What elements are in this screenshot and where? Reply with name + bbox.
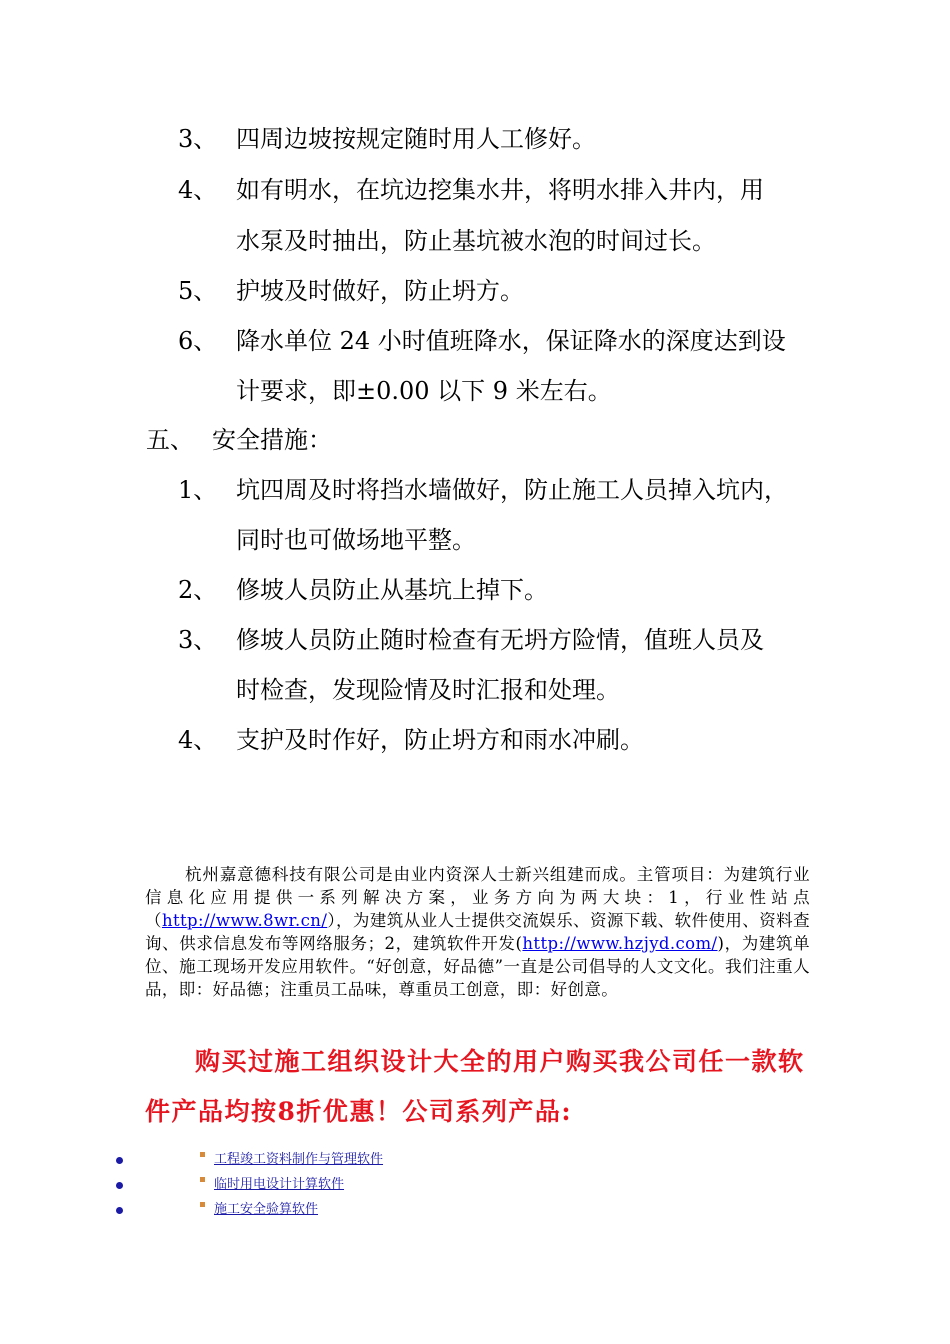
list-number: 4、 [178,176,218,204]
list-text: 水泵及时抽出，防止基坑被水泡的时间过长。 [236,227,716,255]
list-number: 4、 [178,726,218,754]
list-text: 计要求，即±0.00 以下 9 米左右。 [236,377,612,405]
list-text: 护坡及时做好，防止坍方。 [236,277,524,305]
product-item [0,1176,950,1198]
promo-banner [145,1037,810,1137]
bullet-icon [116,1157,123,1164]
company-intro [145,863,810,1001]
list-number: 3、 [178,626,218,654]
company-intro-text [145,863,810,1001]
site-link-8wr[interactable]: http://www.8wr.cn/ [161,911,328,930]
list-number: 2、 [178,576,218,604]
list-number: 3、 [178,125,218,153]
product-link[interactable]: 临时用电设计计算软件 [214,1177,345,1192]
promo-text: 折优惠！公司系列产品: [296,1097,573,1126]
list-text: 时检查，发现险情及时汇报和处理。 [236,676,620,704]
intro-text-part: ），为建筑从业人士提供交流娱乐、资源下载、软件使用、资料查询、供求信息发布等网络服务；2，建筑软件开发( [145,911,810,953]
list-number: 5、 [178,277,218,305]
list-text: 降水单位 24 小时值班降水，保证降水的深度达到设 [236,327,786,355]
bullet-icon [116,1182,123,1189]
section-title: 安全措施： [212,426,332,454]
product-item [0,1201,950,1223]
square-bullet-icon [200,1152,205,1157]
promo-discount: 8 [277,1097,297,1126]
intro-text-part: 杭州嘉意德科技有限公司是由业内资深人士新兴组建而成。主管项目：为建筑行业信息化应用提供一系列解决方案，业务方向为两大块：1，行业性站点（ [145,865,810,930]
square-bullet-icon [200,1202,205,1207]
list-text: 修坡人员防止从基坑上掉下。 [236,576,548,604]
site-link-hzjyd[interactable]: http://www.hzjyd.com/ [522,934,718,953]
product-item [0,1151,950,1173]
bullet-icon [116,1207,123,1214]
list-text: 坑四周及时将挡水墙做好，防止施工人员掉入坑内， [236,476,788,504]
section-number: 五、 [146,426,194,454]
list-text: 支护及时作好，防止坍方和雨水冲刷。 [236,726,644,754]
list-text: 同时也可做场地平整。 [236,526,476,554]
list-text: 四周边坡按规定随时用人工修好。 [236,125,596,153]
list-number: 1、 [178,476,218,504]
list-number: 6、 [178,327,218,355]
product-link[interactable]: 工程竣工资料制作与管理软件 [214,1152,384,1167]
list-text: 修坡人员防止随时检查有无坍方险情，值班人员及 [236,626,764,654]
intro-text-part: )，为建筑单位、施工现场开发应用软件。“好创意，好品德”一直是公司倡导的人文文化。我们注重人品，即：好品德；注重员工品味，尊重员工创意，即：好创意。 [145,934,810,999]
list-text: 如有明水，在坑边挖集水井，将明水排入井内，用 [236,176,764,204]
promo-text: 购买过施工组织设计大全的用户购买我公司任一款软件产品均按 [145,1047,805,1126]
product-link[interactable]: 施工安全验算软件 [214,1202,319,1217]
square-bullet-icon [200,1177,205,1182]
